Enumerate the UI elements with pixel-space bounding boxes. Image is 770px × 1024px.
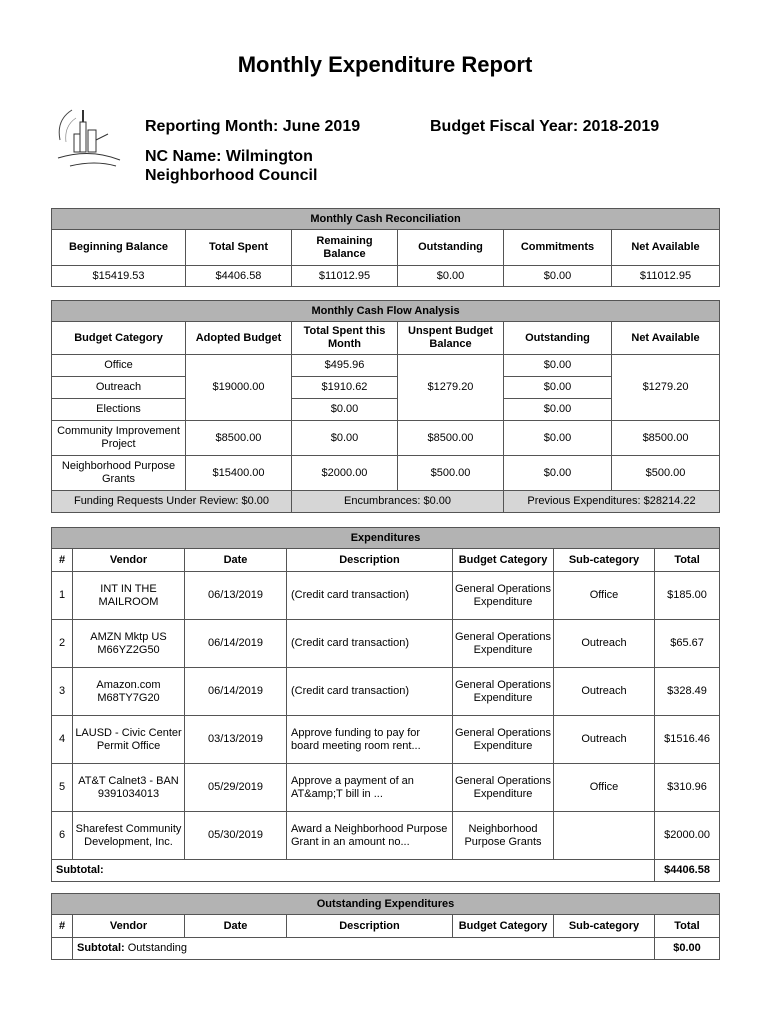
row-description: Approve a payment of an AT&amp;T bill in ... [287,764,453,812]
col-budget-category: Budget Category [453,915,554,938]
npg-net: $500.00 [612,456,720,491]
outstanding-title: Outstanding Expenditures [52,894,720,915]
col-total: Total [655,915,720,938]
row-subcategory: Office [554,572,655,620]
cip-spent: $0.00 [292,421,398,456]
row-vendor: AMZN Mktp US M66YZ2G50 [73,620,185,668]
category-cip: Community Improvement Project [52,421,186,456]
office-outstanding: $0.00 [504,355,612,377]
col-number: # [52,549,73,572]
col-commitments: Commitments [504,230,612,266]
col-net-available: Net Available [612,322,720,355]
office-spent: $495.96 [292,355,398,377]
category-office: Office [52,355,186,377]
row-number: 1 [52,572,73,620]
row-description: (Credit card transaction) [287,572,453,620]
outstanding-subtotal-label: Subtotal: Outstanding [73,938,655,960]
row-budget-category: General Operations Expenditure [453,572,554,620]
elections-outstanding: $0.00 [504,399,612,421]
cip-adopted: $8500.00 [186,421,292,456]
table-row [52,764,720,812]
row-total: $310.96 [655,764,720,812]
expenditures-subtotal-label: Subtotal: [52,860,655,882]
previous-expenditures: Previous Expenditures: $28214.22 [504,491,720,513]
col-outstanding: Outstanding [398,230,504,266]
row-date: 03/13/2019 [185,716,287,764]
ops-unspent-balance: $1279.20 [398,355,504,421]
fiscal-year: Budget Fiscal Year: 2018-2019 [430,118,660,135]
table-row [52,668,720,716]
col-budget-category: Budget Category [453,549,554,572]
net-available-value: $11012.95 [612,266,720,287]
nc-name [145,147,317,185]
total-spent-value: $4406.58 [186,266,292,287]
city-clerk-seal-icon [50,100,132,182]
row-description: (Credit card transaction) [287,620,453,668]
col-number: # [52,915,73,938]
col-description: Description [287,549,453,572]
row-vendor: LAUSD - Civic Center Permit Office [73,716,185,764]
row-total: $65.67 [655,620,720,668]
row-total: $2000.00 [655,812,720,860]
col-beginning-balance: Beginning Balance [52,230,186,266]
ops-adopted-budget: $19000.00 [186,355,292,421]
nc-name-line2: Neighborhood Council [145,167,318,184]
col-description: Description [287,915,453,938]
table-row [52,620,720,668]
encumbrances: Encumbrances: $0.00 [292,491,504,513]
beginning-balance-value: $15419.53 [52,266,186,287]
row-budget-category: General Operations Expenditure [453,620,554,668]
remaining-balance-value: $11012.95 [292,266,398,287]
row-date: 06/14/2019 [185,620,287,668]
outreach-spent: $1910.62 [292,377,398,399]
outreach-outstanding: $0.00 [504,377,612,399]
col-total-spent: Total Spent [186,230,292,266]
row-total: $185.00 [655,572,720,620]
category-outreach: Outreach [52,377,186,399]
report-title: Monthly Expenditure Report [237,52,533,77]
row-number: 3 [52,668,73,716]
row-description: (Credit card transaction) [287,668,453,716]
category-npg: Neighborhood Purpose Grants [52,456,186,491]
row-number: 6 [52,812,73,860]
nc-name-line1: NC Name: Wilmington [145,148,313,165]
col-unspent-budget: Unspent Budget Balance [398,322,504,355]
outstanding-value: $0.00 [398,266,504,287]
row-budget-category: General Operations Expenditure [453,716,554,764]
npg-outstanding: $0.00 [504,456,612,491]
row-vendor: INT IN THE MAILROOM [73,572,185,620]
npg-unspent: $500.00 [398,456,504,491]
row-budget-category: General Operations Expenditure [453,668,554,716]
table-row [52,812,720,860]
cip-unspent: $8500.00 [398,421,504,456]
reporting-month: Reporting Month: June 2019 [145,118,361,135]
row-number: 4 [52,716,73,764]
cash-reconciliation-table [51,208,720,287]
row-subcategory [554,812,655,860]
row-description: Approve funding to pay for board meeting room rent... [287,716,453,764]
col-vendor: Vendor [73,549,185,572]
row-total: $1516.46 [655,716,720,764]
expenditures-table [51,527,720,882]
col-vendor: Vendor [73,915,185,938]
row-budget-category: Neighborhood Purpose Grants [453,812,554,860]
col-subcategory: Sub-category [554,549,655,572]
row-date: 05/30/2019 [185,812,287,860]
row-date: 06/13/2019 [185,572,287,620]
row-subcategory: Office [554,764,655,812]
elections-spent: $0.00 [292,399,398,421]
npg-spent: $2000.00 [292,456,398,491]
row-number: 2 [52,620,73,668]
row-vendor: Sharefest Community Development, Inc. [73,812,185,860]
col-total: Total [655,549,720,572]
col-total-spent-month: Total Spent this Month [292,322,398,355]
row-subcategory: Outreach [554,668,655,716]
expenditures-title: Expenditures [52,528,720,549]
cip-outstanding: $0.00 [504,421,612,456]
row-date: 05/29/2019 [185,764,287,812]
row-number: 5 [52,764,73,812]
expenditures-subtotal-value: $4406.58 [655,860,720,882]
row-total: $328.49 [655,668,720,716]
col-date: Date [185,549,287,572]
col-budget-category: Budget Category [52,322,186,355]
col-outstanding: Outstanding [504,322,612,355]
table-row [52,572,720,620]
row-budget-category: General Operations Expenditure [453,764,554,812]
reconciliation-title: Monthly Cash Reconciliation [52,209,720,230]
npg-adopted: $15400.00 [186,456,292,491]
funding-requests: Funding Requests Under Review: $0.00 [52,491,292,513]
row-vendor: Amazon.com M68TY7G20 [73,668,185,716]
row-subcategory: Outreach [554,716,655,764]
cashflow-title: Monthly Cash Flow Analysis [52,301,720,322]
table-row [52,716,720,764]
col-date: Date [185,915,287,938]
cash-flow-table [51,300,720,513]
row-vendor: AT&T Calnet3 - BAN 9391034013 [73,764,185,812]
col-net-available: Net Available [612,230,720,266]
cip-net: $8500.00 [612,421,720,456]
outstanding-subtotal-value: $0.00 [655,938,720,960]
outstanding-expenditures-table [51,893,720,960]
col-remaining-balance: Remaining Balance [292,230,398,266]
col-subcategory: Sub-category [554,915,655,938]
ops-net-available: $1279.20 [612,355,720,421]
row-description: Award a Neighborhood Purpose Grant in an amount no... [287,812,453,860]
commitments-value: $0.00 [504,266,612,287]
row-date: 06/14/2019 [185,668,287,716]
row-subcategory: Outreach [554,620,655,668]
col-adopted-budget: Adopted Budget [186,322,292,355]
category-elections: Elections [52,399,186,421]
